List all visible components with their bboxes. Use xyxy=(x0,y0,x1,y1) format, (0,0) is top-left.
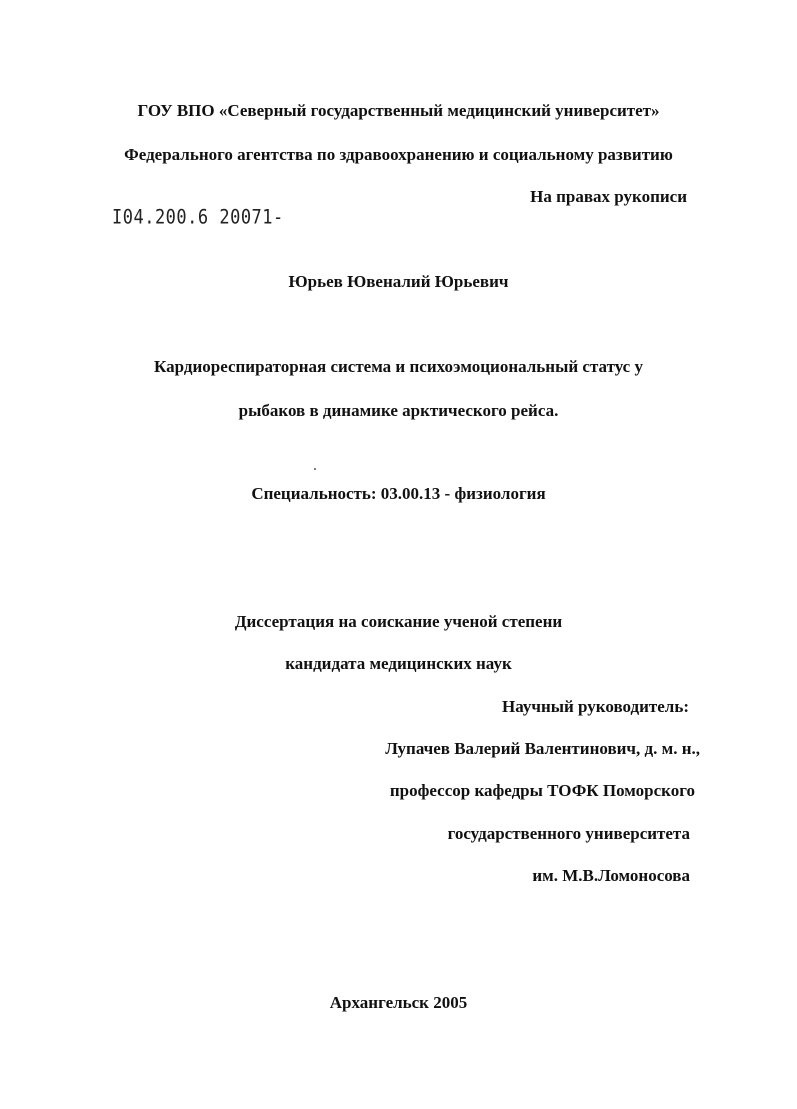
dissertation-title-line-1: Кардиореспираторная система и психоэмоциональный статус у xyxy=(154,357,643,376)
institution-line-1: ГОУ ВПО «Северный государственный медицинский университет» xyxy=(137,101,660,120)
registration-stamp: I04.200.6 20071- xyxy=(112,206,284,229)
supervisor-position-line-1: профессор кафедры ТОФК Поморского xyxy=(389,781,695,800)
supervisor-name: Лупачев Валерий Валентинович, д. м. н., xyxy=(385,739,700,758)
author-name: Юрьев Ювеналий Юрьевич xyxy=(288,272,509,291)
specialty-line: Специальность: 03.00.13 - физиология xyxy=(251,484,546,503)
dissertation-title-line-2: рыбаков в динамике арктического рейса. xyxy=(238,401,559,420)
city-year: Архангельск 2005 xyxy=(329,993,468,1012)
scan-speck xyxy=(314,468,316,470)
supervisor-label: Научный руководитель: xyxy=(502,697,689,716)
degree-line-1: Диссертация на соискание ученой степени xyxy=(234,612,563,631)
institution-line-2: Федерального агентства по здравоохранению и социальному развитию xyxy=(124,145,673,164)
degree-line-2: кандидата медицинских наук xyxy=(285,654,512,673)
supervisor-position-line-2: государственного университета xyxy=(447,824,690,843)
supervisor-position-line-3: им. М.В.Ломоносова xyxy=(532,866,690,885)
manuscript-rights-label: На правах рукописи xyxy=(530,187,687,206)
